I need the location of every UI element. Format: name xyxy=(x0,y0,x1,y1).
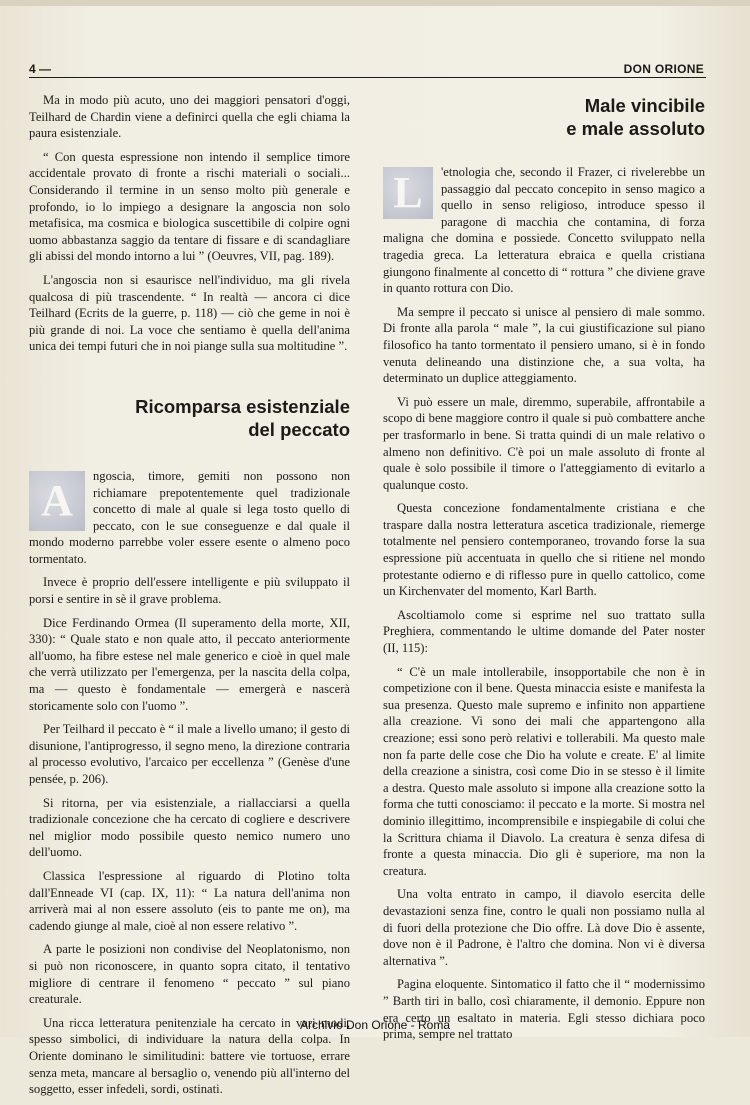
right-column xyxy=(383,92,705,1050)
page-number: 4 — xyxy=(29,62,52,76)
dropcap-paragraph xyxy=(383,164,705,297)
paragraph: “ Con questa espressione non intendo il semplice timore accidentale provato di fronte a rischi materiali o sociali... Considerando il termine in un senso molto più generale e profondo, io lo impiego a designare la angoscia non solo metafisica, ma cosmica e biologica suscettibile di colpire ogni uomo abbastanza saggio da tentare di fissare e di scandagliare gli abissi del mondo intorno a lui ” (Oeuvres, VII, pag. 189). xyxy=(29,149,350,264)
paragraph: L'angoscia non si esaurisce nell'individuo, ma gli rivela qualcosa di più trascendente. “ In realtà — ancora ci dice Teilhard (Ecrits de la guerre, p. 118) — ciò che geme in noi è più grande di noi. La voce che sentiamo è quella dell'anima unica dei tempi futuri che in noi piange sulla sua moltitudine ”. xyxy=(29,272,350,354)
paragraph: Ascoltiamolo come si esprime nel suo trattato sulla Preghiera, commentando le ultime domande del Pater noster (II, 115): xyxy=(383,607,705,656)
article-title xyxy=(383,94,705,140)
paragraph: Questa concezione fondamentalmente cristiana e che traspare dalla nostra letteratura ascetica tradizionale, riemerge totalmente nel pensiero contemporaneo, trovando forse la sua espressione più accentuata in quello che si ritiene nel mondo protestante odierno e di riflesso pure in quello cattolico, come un Kirchenvater del momento, Karl Barth. xyxy=(383,501,705,599)
paragraph: Classica l'espressione al riguardo di Plotino tolta dall'Enneade VI (cap. IX, 11): “ La natura dell'anima non arriverà mai al non essere assoluto (eis to pante me on), ma cadendo giunge al male, cioè al non essere relativo ”. xyxy=(29,868,350,933)
archive-footer: Archivio Don Orione - Roma xyxy=(299,1018,451,1032)
paragraph: “ C'è un male intollerabile, insopportabile che non è in competizione con il bene. Questa minaccia esiste e manifesta la sua presenza. Questo male supremo e infinito non appartiene alla creazione. Vi sono dei mali che appartengono alla creazione; essi sono però relativi e tollerabili. Ma questo male non fa parte delle cose che Dio ha volute e create. E' al limite della creazione a sinistra, così come Dio in se stesso è il limite a destra. Questo male assoluto si impone alla creazione sotto la forma che tutti conosciamo: il peccato e la morte. Si mostra nel dominio illegittimo, incomprensibile e inspiegabile di colui che la Scrittura chiama il Diavolo. La creatura è senza difesa di fronte a questa minaccia. Dio gli è superiore, ma non la creatura. xyxy=(383,664,705,878)
paragraph: Invece è proprio dell'essere intelligente e più sviluppato il porsi e sentire in sè il grave problema. xyxy=(29,575,350,607)
dropcap-letter: L xyxy=(383,167,433,219)
paragraph: A parte le posizioni non condivise del Neoplatonismo, non si può non riconoscere, in quanto sopra citato, il tentativo migliore di centrare il fenomeno “ peccato ” sul piano creaturale. xyxy=(29,942,350,1007)
paragraph: Vi può essere un male, diremmo, superabile, affrontabile a scopo di bene maggiore contro il quale si può combattere anche per trasformarlo in bene. Si tratta quindi di un male relativo o almeno non definitivo. C'è poi un male assoluto di fronte al quale è solo possibile il timore o l'atteggiamento di evitarlo a qualunque costo. xyxy=(383,394,705,492)
section-title-line: del peccato xyxy=(248,418,350,440)
page-top-edge xyxy=(0,0,750,6)
paragraph: Per Teilhard il peccato è “ il male a livello umano; il gesto di disunione, l'antiprogresso, il segno meno, la direzione contraria al processo evolutivo, l'arcaico per eccellenza ” (Genèse d'une pensée, p. 206). xyxy=(29,722,350,786)
dropcap-letter: A xyxy=(29,471,85,531)
article-title-line: e male assoluto xyxy=(566,118,705,139)
paragraph-text: 'etnologia che, secondo il Frazer, ci rivelerebbe un passaggio dal peccato concepito in senso magico a quello in senso religioso, introduce spesso il paragone di macchia che contamina, di forza maligna che domina e possiede. Concetto sviluppato nella tragedia greca. La letteratura ebraica e quella cristiana giungono finalmente al concetto di “ rottura ” che diviene grave in quanto rottura con Dio. xyxy=(383,165,705,296)
paragraph: Una volta entrato in campo, il diavolo esercita delle devastazioni senza fine, contro le quali non possiamo nulla al di fuori della protezione che Dio offre. Là dove Dio è assente, dove non è il Padrone, è l'altro che domina. Non vi è diversa alternativa ”. xyxy=(383,887,705,968)
paragraph: Dice Ferdinando Ormea (Il superamento della morte, XII, 330): “ Quale stato e non quale atto, il peccato anteriormente all'uomo, ha fibre estese nel male generico e cioè in quel male che verrà utilizzato per l'emergenza, per la nascita della colpa, ma — questo è fondamentale — emergerà e nascerà storicamente solo con l'uomo ”. xyxy=(29,615,350,713)
paragraph-text: ngoscia, timore, gemiti non possono non richiamare prepotentemente quel tradizionale concetto di male al quale si lega tosto quello di peccato, con le sue conseguenze e dal quale il mondo moderno parrebbe voler essere esente o almeno poco tormentato. xyxy=(29,468,350,566)
paragraph: Si ritorna, per via esistenziale, a riallacciarsi a quella tradizionale concezione che ha cercato di cogliere e descrivere nel miglior modo possibile questo nemico numero uno dell'uomo. xyxy=(29,795,350,860)
paragraph: Ma sempre il peccato si unisce al pensiero di male sommo. Di fronte alla parola “ male ”, la cui giustificazione sul piano filosofico ha tanto tormentato il pensiero umano, si è in fondo venuta delineando una distinzione che, a sua volta, ha determinato un duplice atteggiamento. xyxy=(383,304,705,386)
dropcap-paragraph xyxy=(29,468,350,568)
running-header: DON ORIONE xyxy=(623,62,704,76)
paragraph: Ma in modo più acuto, uno dei maggiori pensatori d'oggi, Teilhard de Chardin viene a definirci quella che egli chiama la paura esistenziale. xyxy=(29,93,350,141)
section-title-line: Ricomparsa esistenziale xyxy=(135,395,350,417)
paragraph: Una ricca letteratura penitenziale ha cercato in vari modi, spesso simbolici, di individuare la natura della colpa. In Oriente dominano le similitudini: battere vie tortuose, errare senza meta, mancare al bersaglio o, venendo più all'interno del soggetto, esser infedeli, sordi, ostinati. xyxy=(29,1015,350,1097)
header-rule xyxy=(29,77,706,78)
left-column xyxy=(29,92,350,1105)
paragraph: Pagina eloquente. Sintomatico il fatto che il “ modernissimo ” Barth tiri in ballo, così chiaramente, il demonio. Eppure non era certo un esaltato in materia. Egli stesso dichiara poco prima, sempre nel trattato xyxy=(383,977,705,1042)
section-title xyxy=(29,395,350,441)
article-title-line: Male vincibile xyxy=(584,95,705,116)
